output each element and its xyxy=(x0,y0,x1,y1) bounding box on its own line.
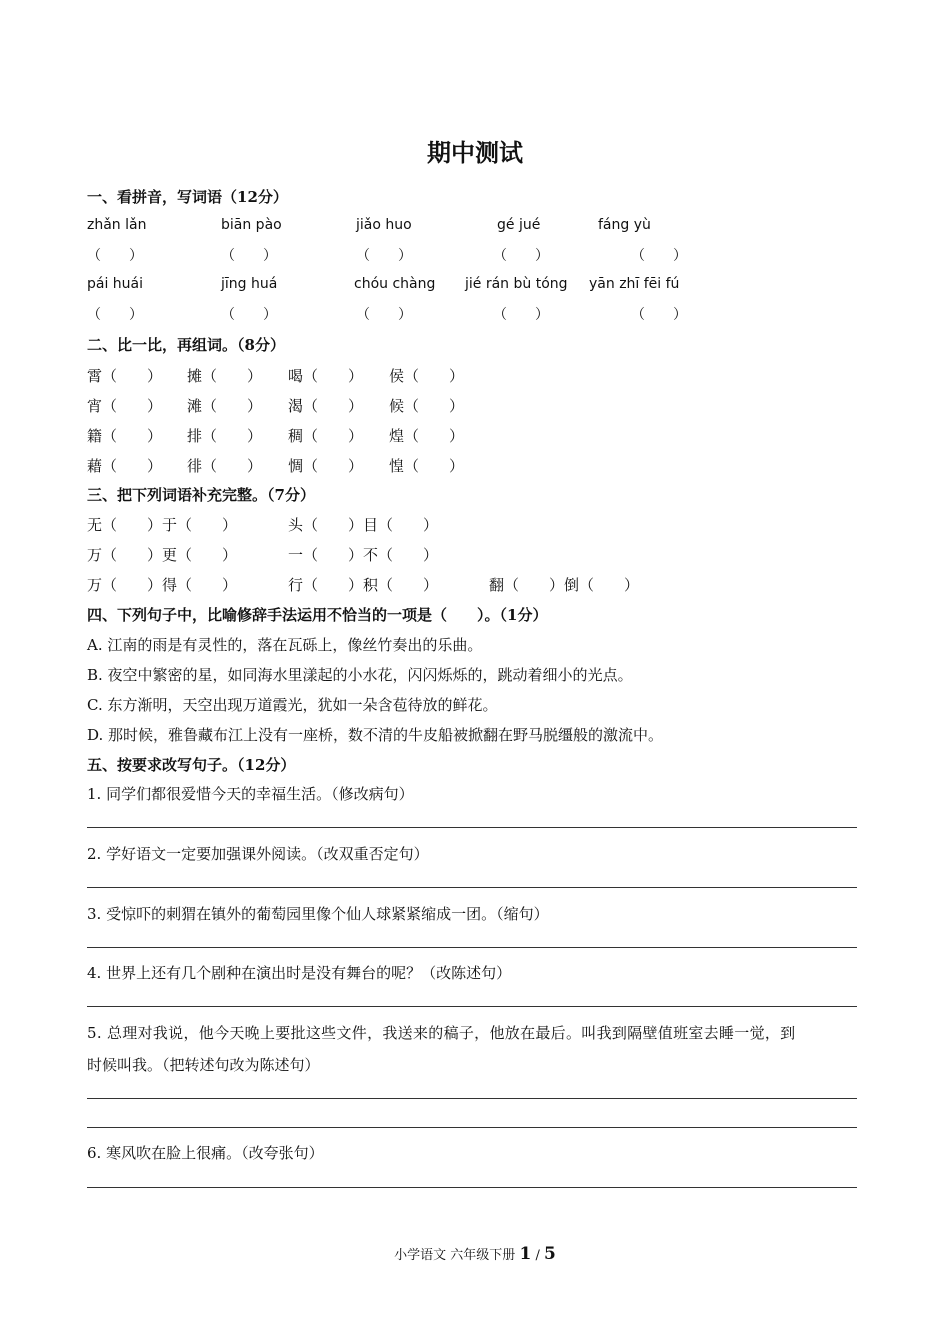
idiom-blank[interactable]: 无（ ）于（ ） xyxy=(87,516,238,534)
answer-blank[interactable]: （ ） xyxy=(221,307,277,323)
answer-blank[interactable]: （ ） xyxy=(356,307,412,323)
idiom-blank[interactable]: 万（ ）更（ ） xyxy=(87,546,238,564)
section2-heading: 二、比一比，再组词。（8分） xyxy=(87,336,285,354)
pinyin: jiǎo huo xyxy=(356,217,412,233)
page-number: 1 xyxy=(519,1244,532,1264)
pinyin: jīng huá xyxy=(221,276,278,292)
option-c[interactable]: C. 东方渐明，天空出现万道霞光，犹如一朵含苞待放的鲜花。 xyxy=(87,696,498,714)
word-group[interactable]: 摊（ ） xyxy=(187,367,263,385)
section4-heading: 四、下列句子中，比喻修辞手法运用不恰当的一项是（ ）。（1分） xyxy=(87,606,548,624)
idiom-blank[interactable]: 头（ ）目（ ） xyxy=(288,516,439,534)
option-a[interactable]: A. 江南的雨是有灵性的，落在瓦砾上，像丝竹奏出的乐曲。 xyxy=(87,636,483,654)
word-group[interactable]: 稠（ ） xyxy=(288,427,364,445)
answer-blank[interactable]: （ ） xyxy=(631,307,687,323)
word-group[interactable]: 惶（ ） xyxy=(389,457,465,475)
section5-heading: 五、按要求改写句子。（12分） xyxy=(87,756,296,774)
section3-heading: 三、把下列词语补充完整。（7分） xyxy=(87,486,315,504)
answer-line[interactable] xyxy=(87,887,857,888)
question-2: 2. 学好语文一定要加强课外阅读。（改双重否定句） xyxy=(87,845,429,863)
word-group[interactable]: 喝（ ） xyxy=(288,367,364,385)
word-group[interactable]: 霄（ ） xyxy=(87,367,163,385)
page-title: 期中测试 xyxy=(427,138,523,167)
word-group[interactable]: 籍（ ） xyxy=(87,427,163,445)
idiom-blank[interactable]: 万（ ）得（ ） xyxy=(87,576,238,594)
question-3: 3. 受惊吓的刺猬在镇外的葡萄园里像个仙人球紧紧缩成一团。（缩句） xyxy=(87,905,549,923)
pinyin: pái huái xyxy=(87,276,144,292)
answer-line[interactable] xyxy=(87,947,857,948)
footer-text: 小学语文 六年级下册 xyxy=(394,1248,516,1263)
question-4: 4. 世界上还有几个剧种在演出时是没有舞台的呢？（改陈述句） xyxy=(87,964,512,982)
answer-line[interactable] xyxy=(87,827,857,828)
answer-line[interactable] xyxy=(87,1127,857,1128)
pinyin: zhǎn lǎn xyxy=(87,217,147,233)
section1-heading: 一、看拼音，写词语（12分） xyxy=(87,188,288,206)
word-group[interactable]: 候（ ） xyxy=(389,397,465,415)
pinyin: chóu chàng xyxy=(354,276,436,292)
pinyin: biān pào xyxy=(221,217,282,233)
page-footer xyxy=(0,1244,950,1264)
word-group[interactable]: 渴（ ） xyxy=(288,397,364,415)
question-5-cont: 时候叫我。（把转述句改为陈述句） xyxy=(87,1056,320,1074)
answer-blank[interactable]: （ ） xyxy=(356,248,412,264)
option-b[interactable]: B. 夜空中繁密的星，如同海水里漾起的小水花，闪闪烁烁的，跳动着细小的光点。 xyxy=(87,666,633,684)
word-group[interactable]: 滩（ ） xyxy=(187,397,263,415)
word-group[interactable]: 侯（ ） xyxy=(389,367,465,385)
answer-blank[interactable]: （ ） xyxy=(87,307,143,323)
word-group[interactable]: 排（ ） xyxy=(187,427,263,445)
option-d[interactable]: D. 那时候，雅鲁藏布江上没有一座桥，数不清的牛皮船被掀翻在野马脱缰般的激流中。 xyxy=(87,726,664,744)
pinyin: gé jué xyxy=(497,217,541,233)
pinyin: jié rán bù tóng xyxy=(465,276,568,292)
word-group[interactable]: 藉（ ） xyxy=(87,457,163,475)
page-total: 5 xyxy=(543,1244,556,1264)
answer-blank[interactable]: （ ） xyxy=(631,248,687,264)
pinyin: yān zhī fēi fú xyxy=(589,276,680,292)
idiom-blank[interactable]: 一（ ）不（ ） xyxy=(288,546,439,564)
idiom-blank[interactable]: 翻（ ）倒（ ） xyxy=(489,576,640,594)
word-group[interactable]: 宵（ ） xyxy=(87,397,163,415)
answer-line[interactable] xyxy=(87,1187,857,1188)
answer-blank[interactable]: （ ） xyxy=(493,248,549,264)
answer-blank[interactable]: （ ） xyxy=(493,307,549,323)
question-5: 5. 总理对我说，他今天晚上要批这些文件，我送来的稿子，他放在最后。叫我到隔壁值班室去睡一觉，到 xyxy=(87,1024,796,1042)
answer-blank[interactable]: （ ） xyxy=(221,248,277,264)
answer-line[interactable] xyxy=(87,1006,857,1007)
answer-line[interactable] xyxy=(87,1098,857,1099)
word-group[interactable]: 煌（ ） xyxy=(389,427,465,445)
answer-blank[interactable]: （ ） xyxy=(87,248,143,264)
question-1: 1. 同学们都很爱惜今天的幸福生活。（修改病句） xyxy=(87,785,414,803)
idiom-blank[interactable]: 行（ ）积（ ） xyxy=(288,576,439,594)
pinyin: fáng yù xyxy=(598,217,651,233)
word-group[interactable]: 徘（ ） xyxy=(187,457,263,475)
page-separator: / xyxy=(535,1248,540,1263)
word-group[interactable]: 惆（ ） xyxy=(288,457,364,475)
question-6: 6. 寒风吹在脸上很痛。（改夸张句） xyxy=(87,1144,324,1162)
